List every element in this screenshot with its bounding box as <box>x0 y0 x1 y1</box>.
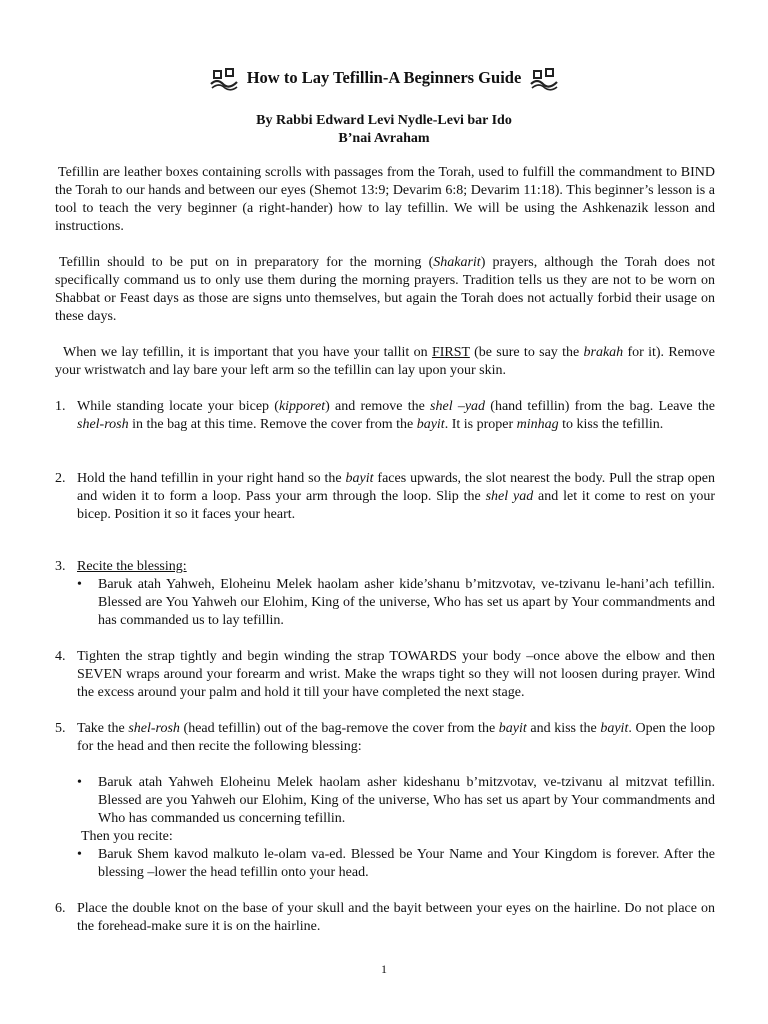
step-number: 5. <box>55 721 66 736</box>
intro-paragraph-1: Tefillin are leather boxes containing scrolls with passages from the Torah, used to fulfill the commandment to BIND the Torah to our hands and between our eyes (Shemot 13:9; Devarim 6:8; Devarim 11:18). This beginner’s lesson is a tool to teach the very beginner (a right-hander) how to lay tefillin. We will be using the Ashkenazik lesson and instructions. <box>55 165 715 234</box>
step-number: 2. <box>55 471 66 486</box>
byline <box>0 112 768 148</box>
list-item-step-4: 4. Tighten the strap tightly and begin winding the strap TOWARDS your body –once above the elbow and then SEVEN wraps around your forearm and wrist. Make the wraps tight so they will not loosen during prayer. Wind the excess around your palm and hold it till your have completed the next stage. <box>55 649 715 700</box>
page-number: 1 <box>381 962 387 976</box>
intro-paragraph-3: When we lay tefillin, it is important that you have your tallit on FIRST (be sure to say the brakah for it). Remove your wristwatch and lay bare your left arm so the tefillin can lay upon your skin. <box>55 345 716 378</box>
list-item-step-6: 6. Place the double knot on the base of your skull and the bayit between your eyes on the hairline. Do not place on the forehead-make sure it is on the hairline. <box>55 901 715 934</box>
bullet-icon: • <box>77 847 82 862</box>
step-heading: Recite the blessing: <box>77 559 187 574</box>
list-item-step-2: 2. Hold the hand tefillin in your right hand so the bayit faces upwards, the slot nearest the body. Pull the strap open and widen it to form a loop. Pass your arm through the loop. Slip the shel yad and let it come to rest on your bicep. Position it so it faces your heart. <box>55 471 716 522</box>
tefillin-ornament-icon <box>209 64 239 92</box>
step-number: 3. <box>55 559 66 574</box>
list-item-step-3 <box>55 558 715 576</box>
step-number: 4. <box>55 649 66 664</box>
blessing-bullet-3: • Baruk Shem kavod malkuto le-olam va-ed. Blessed be Your Name and Your Kingdom is forever. After the blessing –lower the head tefillin onto your head. <box>77 847 715 880</box>
blessing-bullet-2: • Baruk atah Yahweh Eloheinu Melek haolam asher kideshanu b’mitzvotav, ve-tzivanu al mitzvat tefillin. Blessed are you Yahweh our Elohim, King of the universe, Who has set us apart by Your commandments and Who has commanded us concerning tefillin. <box>77 775 715 826</box>
then-recite-label: Then you recite: <box>81 829 173 844</box>
blessing-bullet-1: • Baruk atah Yahweh, Eloheinu Melek haolam asher kide’shanu b’mitzvotav, ve-tzivanu le-hani’ach tefillin. Blessed are You Yahweh our Elohim, King of the universe, Who has set us apart by Your commandments and has commanded us to lay tefillin. <box>77 577 715 628</box>
title-row <box>0 62 768 93</box>
tefillin-ornament-icon <box>529 64 559 92</box>
step-number: 1. <box>55 399 66 414</box>
bullet-icon: • <box>77 577 82 592</box>
bullet-icon: • <box>77 775 82 790</box>
author-line: By Rabbi Edward Levi Nydle-Levi bar Ido <box>256 113 512 128</box>
intro-paragraph-2: Tefillin should to be put on in preparatory for the morning (Shakarit) prayers, although the Torah does not specifically command us to only use them during the morning prayers. Tradition tells us they are not to be worn on Shabbat or Feast days as those are signs unto themselves, but again the Torah does not actually forbid their usage on these days. <box>55 255 715 324</box>
list-item-step-5: 5. Take the shel-rosh (head tefillin) out of the bag-remove the cover from the bayit and kiss the bayit. Open the loop for the head and then recite the following blessing: <box>55 721 715 754</box>
list-item-step-1: 1. While standing locate your bicep (kipporet) and remove the shel –yad (hand tefillin) from the bag. Leave the shel-rosh in the bag at this time. Remove the cover from the bayit. It is proper minhag to kiss the tefillin. <box>55 399 715 432</box>
step-number: 6. <box>55 901 66 916</box>
emphasis-first: FIRST <box>431 345 470 360</box>
page-title: How to Lay Tefillin-A Beginners Guide <box>246 68 522 88</box>
organization-line: B’nai Avraham <box>338 131 430 146</box>
